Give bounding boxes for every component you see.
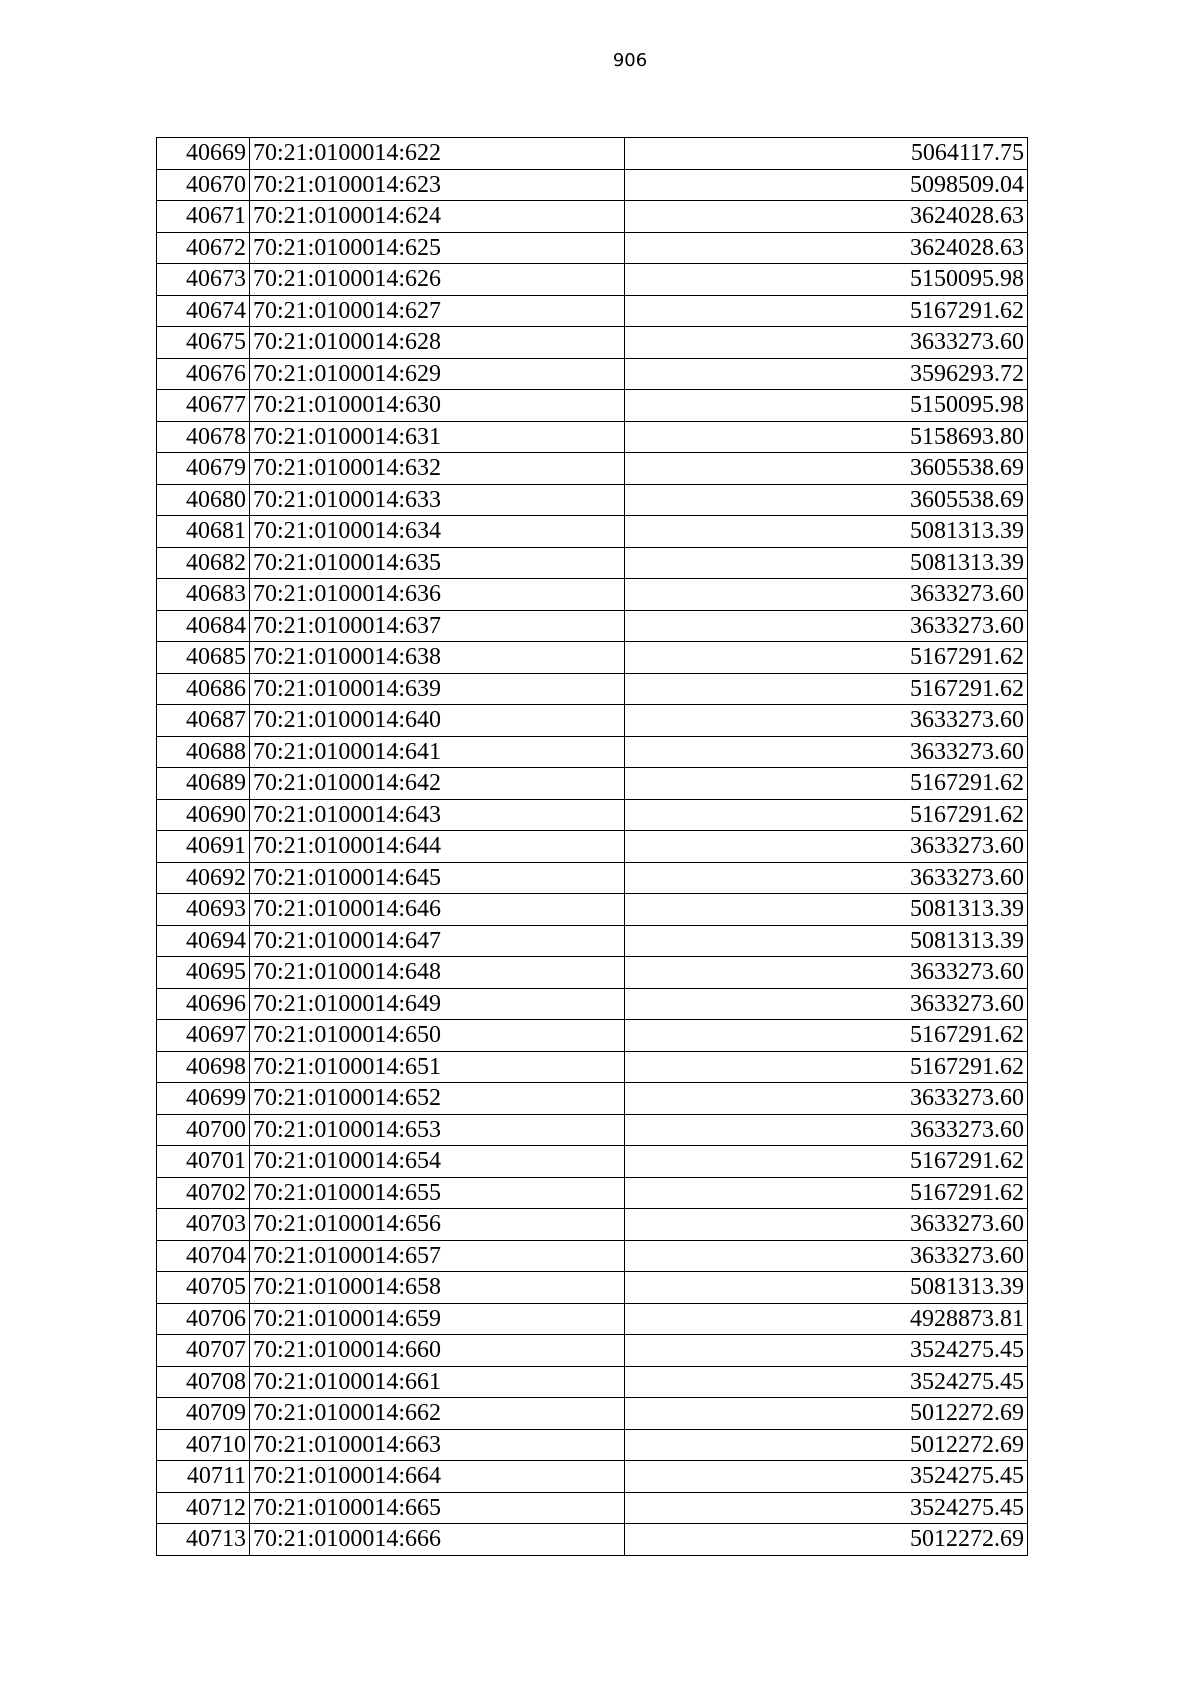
table-row [157, 169, 1028, 201]
table-row [157, 516, 1028, 548]
table-row [157, 1303, 1028, 1335]
table-row [157, 232, 1028, 264]
cadastral-value-cell: 3524275.45 [625, 1461, 1028, 1493]
cadastral-number-cell: 70:21:0100014:666 [250, 1524, 625, 1556]
table-row [157, 1366, 1028, 1398]
cadastral-value-cell: 3633273.60 [625, 736, 1028, 768]
cadastral-value-cell: 3633273.60 [625, 862, 1028, 894]
cadastral-number-cell: 70:21:0100014:658 [250, 1272, 625, 1304]
row-number-cell: 40694 [157, 925, 250, 957]
row-number-cell: 40713 [157, 1524, 250, 1556]
row-number-cell: 40689 [157, 768, 250, 800]
cadastral-number-cell: 70:21:0100014:640 [250, 705, 625, 737]
row-number-cell: 40680 [157, 484, 250, 516]
table-row [157, 453, 1028, 485]
cadastral-value-cell: 3633273.60 [625, 1209, 1028, 1241]
table-row [157, 831, 1028, 863]
cadastral-value-cell: 3633273.60 [625, 957, 1028, 989]
cadastral-number-cell: 70:21:0100014:642 [250, 768, 625, 800]
table-row [157, 138, 1028, 170]
cadastral-value-cell: 5081313.39 [625, 516, 1028, 548]
cadastral-value-cell: 3596293.72 [625, 358, 1028, 390]
row-number-cell: 40705 [157, 1272, 250, 1304]
row-number-cell: 40696 [157, 988, 250, 1020]
cadastral-number-cell: 70:21:0100014:659 [250, 1303, 625, 1335]
cadastral-value-cell: 3633273.60 [625, 1240, 1028, 1272]
cadastral-number-cell: 70:21:0100014:647 [250, 925, 625, 957]
table-row [157, 894, 1028, 926]
row-number-cell: 40676 [157, 358, 250, 390]
cadastral-number-cell: 70:21:0100014:625 [250, 232, 625, 264]
row-number-cell: 40691 [157, 831, 250, 863]
cadastral-value-cell: 3605538.69 [625, 484, 1028, 516]
table-row [157, 264, 1028, 296]
cadastral-number-cell: 70:21:0100014:653 [250, 1114, 625, 1146]
row-number-cell: 40708 [157, 1366, 250, 1398]
row-number-cell: 40698 [157, 1051, 250, 1083]
cadastral-number-cell: 70:21:0100014:629 [250, 358, 625, 390]
cadastral-number-cell: 70:21:0100014:664 [250, 1461, 625, 1493]
cadastral-value-cell: 3524275.45 [625, 1335, 1028, 1367]
row-number-cell: 40709 [157, 1398, 250, 1430]
row-number-cell: 40681 [157, 516, 250, 548]
row-number-cell: 40712 [157, 1492, 250, 1524]
table-row [157, 1272, 1028, 1304]
cadastral-number-cell: 70:21:0100014:662 [250, 1398, 625, 1430]
table-row [157, 925, 1028, 957]
row-number-cell: 40670 [157, 169, 250, 201]
cadastral-value-cell: 5012272.69 [625, 1524, 1028, 1556]
row-number-cell: 40669 [157, 138, 250, 170]
table-row [157, 1492, 1028, 1524]
cadastral-value-cell: 5064117.75 [625, 138, 1028, 170]
row-number-cell: 40701 [157, 1146, 250, 1178]
cadastral-number-cell: 70:21:0100014:663 [250, 1429, 625, 1461]
table-row [157, 327, 1028, 359]
cadastral-number-cell: 70:21:0100014:660 [250, 1335, 625, 1367]
cadastral-value-cell: 3633273.60 [625, 988, 1028, 1020]
row-number-cell: 40671 [157, 201, 250, 233]
cadastral-value-cell: 5167291.62 [625, 1020, 1028, 1052]
cadastral-value-cell: 5150095.98 [625, 390, 1028, 422]
table-row [157, 768, 1028, 800]
table-row [157, 736, 1028, 768]
cadastral-number-cell: 70:21:0100014:651 [250, 1051, 625, 1083]
cadastral-number-cell: 70:21:0100014:627 [250, 295, 625, 327]
row-number-cell: 40685 [157, 642, 250, 674]
row-number-cell: 40700 [157, 1114, 250, 1146]
table-row [157, 1240, 1028, 1272]
cadastral-value-cell: 5098509.04 [625, 169, 1028, 201]
cadastral-number-cell: 70:21:0100014:623 [250, 169, 625, 201]
table-row [157, 390, 1028, 422]
table-row [157, 1083, 1028, 1115]
cadastral-value-cell: 3633273.60 [625, 579, 1028, 611]
cadastral-value-table [156, 137, 1028, 1556]
cadastral-number-cell: 70:21:0100014:657 [250, 1240, 625, 1272]
table-row [157, 642, 1028, 674]
cadastral-number-cell: 70:21:0100014:624 [250, 201, 625, 233]
cadastral-value-cell: 5167291.62 [625, 1146, 1028, 1178]
cadastral-number-cell: 70:21:0100014:636 [250, 579, 625, 611]
cadastral-number-cell: 70:21:0100014:622 [250, 138, 625, 170]
row-number-cell: 40704 [157, 1240, 250, 1272]
table-row [157, 1398, 1028, 1430]
row-number-cell: 40687 [157, 705, 250, 737]
table-row [157, 295, 1028, 327]
row-number-cell: 40677 [157, 390, 250, 422]
cadastral-number-cell: 70:21:0100014:632 [250, 453, 625, 485]
table-row [157, 799, 1028, 831]
cadastral-number-cell: 70:21:0100014:626 [250, 264, 625, 296]
table-row [157, 1114, 1028, 1146]
table-row [157, 547, 1028, 579]
table-row [157, 1051, 1028, 1083]
table-row [157, 358, 1028, 390]
row-number-cell: 40697 [157, 1020, 250, 1052]
cadastral-number-cell: 70:21:0100014:645 [250, 862, 625, 894]
cadastral-value-cell: 3524275.45 [625, 1492, 1028, 1524]
cadastral-number-cell: 70:21:0100014:641 [250, 736, 625, 768]
cadastral-value-cell: 3524275.45 [625, 1366, 1028, 1398]
row-number-cell: 40674 [157, 295, 250, 327]
cadastral-value-cell: 5012272.69 [625, 1398, 1028, 1430]
table-row [157, 1209, 1028, 1241]
cadastral-value-cell: 4928873.81 [625, 1303, 1028, 1335]
cadastral-number-cell: 70:21:0100014:665 [250, 1492, 625, 1524]
cadastral-number-cell: 70:21:0100014:656 [250, 1209, 625, 1241]
cadastral-number-cell: 70:21:0100014:631 [250, 421, 625, 453]
cadastral-value-cell: 3624028.63 [625, 232, 1028, 264]
cadastral-number-cell: 70:21:0100014:643 [250, 799, 625, 831]
cadastral-value-cell: 5081313.39 [625, 1272, 1028, 1304]
cadastral-number-cell: 70:21:0100014:633 [250, 484, 625, 516]
cadastral-value-cell: 5167291.62 [625, 1177, 1028, 1209]
cadastral-number-cell: 70:21:0100014:646 [250, 894, 625, 926]
cadastral-number-cell: 70:21:0100014:638 [250, 642, 625, 674]
table-row [157, 1177, 1028, 1209]
row-number-cell: 40710 [157, 1429, 250, 1461]
cadastral-value-cell: 3633273.60 [625, 1114, 1028, 1146]
cadastral-number-cell: 70:21:0100014:628 [250, 327, 625, 359]
row-number-cell: 40702 [157, 1177, 250, 1209]
row-number-cell: 40688 [157, 736, 250, 768]
cadastral-number-cell: 70:21:0100014:655 [250, 1177, 625, 1209]
cadastral-number-cell: 70:21:0100014:637 [250, 610, 625, 642]
table-row [157, 705, 1028, 737]
cadastral-number-cell: 70:21:0100014:661 [250, 1366, 625, 1398]
cadastral-value-cell: 5012272.69 [625, 1429, 1028, 1461]
cadastral-value-cell: 3605538.69 [625, 453, 1028, 485]
cadastral-number-cell: 70:21:0100014:648 [250, 957, 625, 989]
table-row [157, 610, 1028, 642]
cadastral-value-cell: 5167291.62 [625, 1051, 1028, 1083]
cadastral-value-cell: 5167291.62 [625, 673, 1028, 705]
cadastral-value-cell: 3633273.60 [625, 831, 1028, 863]
row-number-cell: 40703 [157, 1209, 250, 1241]
cadastral-value-cell: 3633273.60 [625, 610, 1028, 642]
table-row [157, 579, 1028, 611]
row-number-cell: 40706 [157, 1303, 250, 1335]
cadastral-value-cell: 5167291.62 [625, 642, 1028, 674]
cadastral-number-cell: 70:21:0100014:652 [250, 1083, 625, 1115]
cadastral-number-cell: 70:21:0100014:654 [250, 1146, 625, 1178]
cadastral-value-cell: 5081313.39 [625, 547, 1028, 579]
cadastral-value-cell: 5150095.98 [625, 264, 1028, 296]
cadastral-number-cell: 70:21:0100014:644 [250, 831, 625, 863]
cadastral-value-cell: 5167291.62 [625, 799, 1028, 831]
row-number-cell: 40707 [157, 1335, 250, 1367]
cadastral-value-cell: 3633273.60 [625, 327, 1028, 359]
row-number-cell: 40673 [157, 264, 250, 296]
table-row [157, 1335, 1028, 1367]
table-row [157, 1524, 1028, 1556]
table-row [157, 673, 1028, 705]
table-row [157, 484, 1028, 516]
cadastral-value-cell: 5081313.39 [625, 925, 1028, 957]
cadastral-number-cell: 70:21:0100014:635 [250, 547, 625, 579]
table-row [157, 1461, 1028, 1493]
row-number-cell: 40684 [157, 610, 250, 642]
table-row [157, 1429, 1028, 1461]
row-number-cell: 40682 [157, 547, 250, 579]
page-number: 906 [612, 50, 648, 71]
table-body [157, 138, 1028, 1556]
cadastral-number-cell: 70:21:0100014:630 [250, 390, 625, 422]
row-number-cell: 40693 [157, 894, 250, 926]
table-row [157, 1020, 1028, 1052]
row-number-cell: 40672 [157, 232, 250, 264]
table-row [157, 957, 1028, 989]
table-row [157, 1146, 1028, 1178]
cadastral-value-cell: 5167291.62 [625, 295, 1028, 327]
cadastral-value-cell: 5167291.62 [625, 768, 1028, 800]
table-row [157, 201, 1028, 233]
row-number-cell: 40692 [157, 862, 250, 894]
table-row [157, 862, 1028, 894]
cadastral-value-cell: 5081313.39 [625, 894, 1028, 926]
row-number-cell: 40683 [157, 579, 250, 611]
cadastral-number-cell: 70:21:0100014:634 [250, 516, 625, 548]
cadastral-value-cell: 3633273.60 [625, 705, 1028, 737]
cadastral-number-cell: 70:21:0100014:650 [250, 1020, 625, 1052]
cadastral-value-cell: 3633273.60 [625, 1083, 1028, 1115]
row-number-cell: 40675 [157, 327, 250, 359]
cadastral-number-cell: 70:21:0100014:639 [250, 673, 625, 705]
cadastral-value-cell: 5158693.80 [625, 421, 1028, 453]
table-row [157, 988, 1028, 1020]
row-number-cell: 40686 [157, 673, 250, 705]
row-number-cell: 40678 [157, 421, 250, 453]
row-number-cell: 40690 [157, 799, 250, 831]
cadastral-value-cell: 3624028.63 [625, 201, 1028, 233]
row-number-cell: 40699 [157, 1083, 250, 1115]
table-row [157, 421, 1028, 453]
row-number-cell: 40695 [157, 957, 250, 989]
row-number-cell: 40711 [157, 1461, 250, 1493]
row-number-cell: 40679 [157, 453, 250, 485]
cadastral-number-cell: 70:21:0100014:649 [250, 988, 625, 1020]
